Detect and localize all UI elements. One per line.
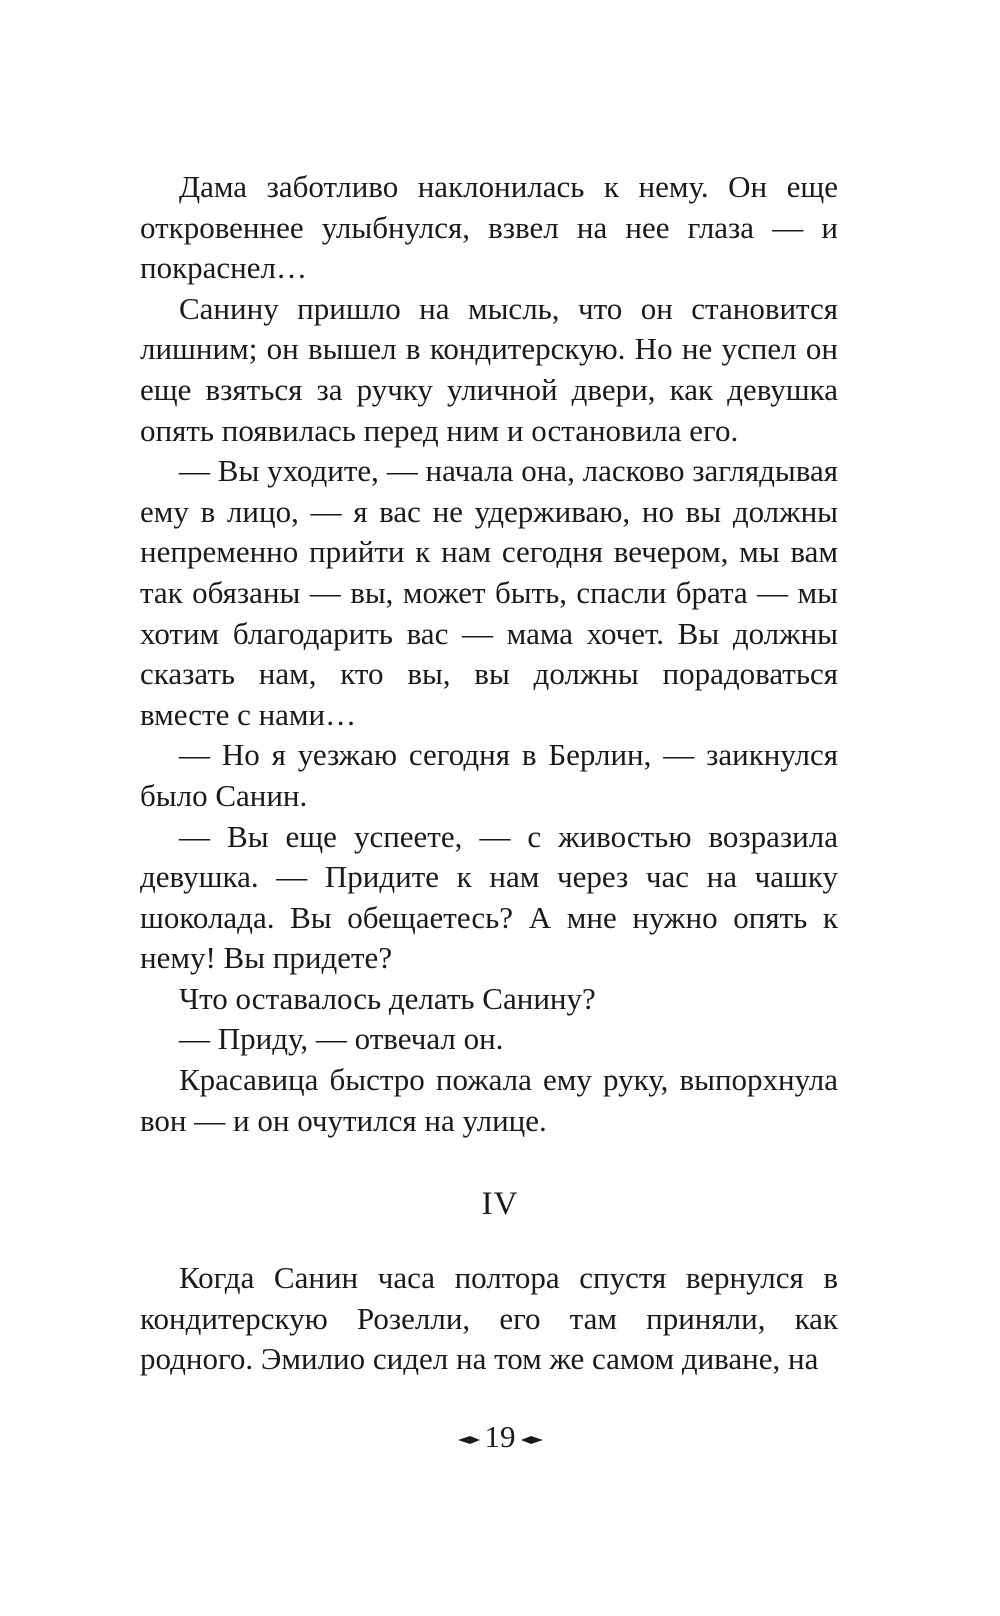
page-number: 19 bbox=[484, 1419, 516, 1454]
diamond-arrow-right-icon bbox=[520, 1432, 544, 1448]
paragraph: Когда Санин часа полтора спустя вернулся в кондитерскую Розелли, его там приняли, как родного. Эмилио сидел на том же самом диване, на bbox=[140, 1260, 838, 1377]
paragraph: — Приду, — отвечал он. bbox=[179, 1021, 504, 1057]
page-footer bbox=[0, 1417, 1000, 1457]
paragraph: — Вы еще успеете, — с живостью возразила девушка. — Придите к нам через час на чашку шоколада. Вы обещаетесь? А мне нужно опять к нему! Вы придете? bbox=[140, 818, 838, 976]
paragraph: Дама заботливо наклонилась к нему. Он еще откровеннее улыбнулся, взвел на нее глаза — и покраснел… bbox=[140, 169, 838, 286]
paragraph: — Вы уходите, — начала она, ласково заглядывая ему в лицо, — я вас не удерживаю, но вы должны непременно прийти к нам сегодня вечером, мы вам так обязаны — вы, может быть, спасли брата — мы хотим благодарить вас — мама хочет. Вы должны сказать нам, кто вы, вы должны порадоваться вместе с нами… bbox=[140, 453, 838, 732]
diamond-arrow-left-icon bbox=[457, 1432, 481, 1448]
chapter-heading: IV bbox=[481, 1186, 519, 1222]
text-after-chapter bbox=[140, 1258, 838, 1380]
paragraph: Санину пришло на мысль, что он становится лишним; он вышел в кондитерскую. Но не успел он еще взяться за ручку уличной двери, как девушка опять появилась перед ним и остановила его. bbox=[140, 290, 838, 448]
paragraph: Что оставалось делать Санину? bbox=[179, 980, 596, 1016]
text-before-chapter bbox=[140, 167, 838, 1141]
paragraph: Красавица быстро пожала ему руку, выпорхнула вон — и он очутился на улице. bbox=[140, 1062, 838, 1138]
paragraph: — Но я уезжаю сегодня в Берлин, — заикнулся было Санин. bbox=[140, 737, 838, 813]
